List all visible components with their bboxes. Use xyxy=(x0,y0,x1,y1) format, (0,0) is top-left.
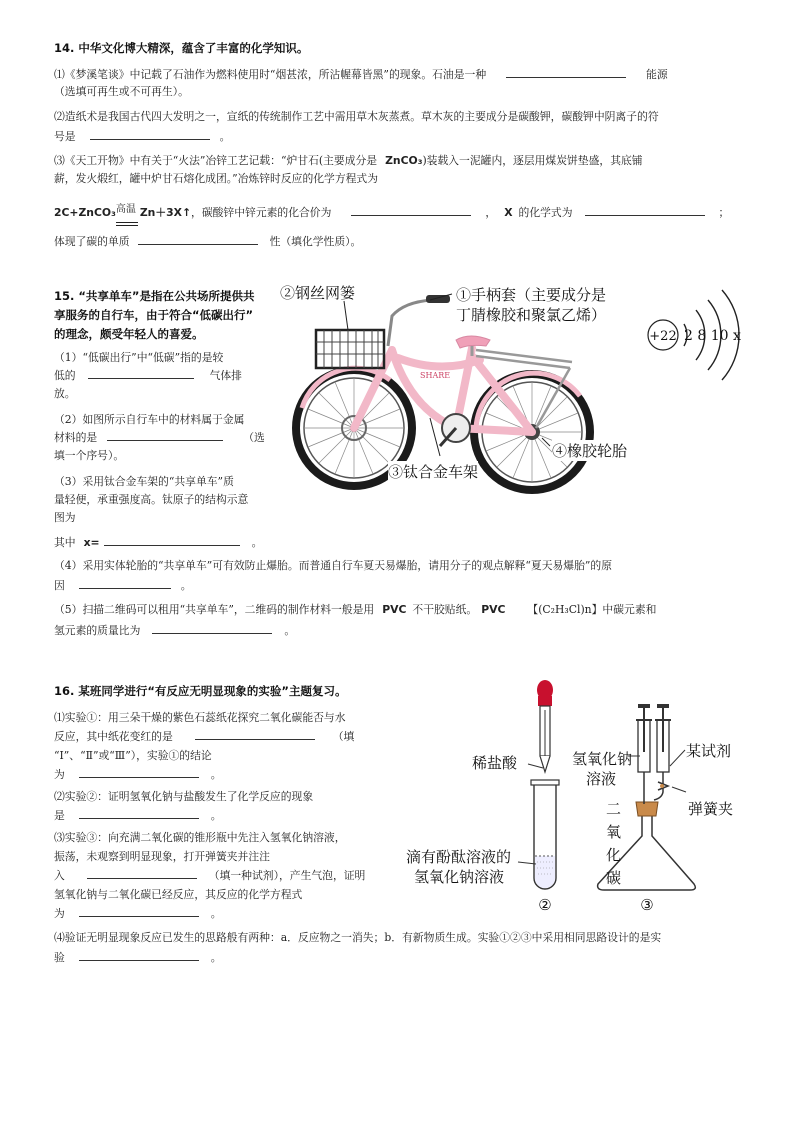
q15-s3-line2: 量轻便，承重强度高。钛原子的结构示意 xyxy=(54,493,249,506)
q14-p3i: 性（填化学性质）。 xyxy=(269,235,362,248)
q14-blank1[interactable] xyxy=(506,66,626,78)
q14-p3d: ， xyxy=(485,206,497,219)
q16-sub1 xyxy=(54,708,354,784)
label-rubber-tire: ④橡胶轮胎 xyxy=(552,442,628,460)
q14-eq-cond: 高温 xyxy=(115,204,136,215)
q15-s3-text: 其中 xyxy=(54,536,76,549)
q14-title: 14. 中华文化博大精深，蕴含了丰富的化学知识。 xyxy=(54,41,309,55)
label-phenolphthalein-line2: 氢氧化钠溶液 xyxy=(414,868,505,886)
q16-s3-text: 入 xyxy=(54,869,65,882)
q15-s1-line1: （1）“低碳出行”中“低碳”指的是较 xyxy=(54,351,224,364)
q16-s1-line1: ⑴实验①：用三朵干燥的紫色石蕊纸花探究二氧化碳能否与水 xyxy=(54,711,346,724)
q15-blank2[interactable] xyxy=(107,429,223,441)
q14-eq-right: Zn＋3X↑ xyxy=(139,206,192,219)
q16-s2-end: 。 xyxy=(210,809,222,822)
q16-s3-line2: 振荡，未观察到明显现象，打开弹簧夹并注注 xyxy=(54,850,270,863)
label-co2-2: 氧 xyxy=(606,823,622,841)
q15-s3-end: 。 xyxy=(251,536,263,549)
label-spring-clip: 弹簧夹 xyxy=(688,800,734,818)
bike-brand: SHARE xyxy=(420,371,451,380)
q16-blank2[interactable] xyxy=(79,766,199,778)
q16-blank5[interactable] xyxy=(79,905,199,917)
q15-s2-text: 材料的是 xyxy=(54,431,98,444)
q15-blank4[interactable] xyxy=(79,577,171,589)
label-dilute-hcl: 稀盐酸 xyxy=(472,754,518,772)
q14-blank4[interactable] xyxy=(585,204,705,216)
q16-sub4: ⑷验证无明显现象反应已发生的思路般有两种：a．反应物之一消失；b．有新物质生成。实验①②③中采用相同思路设计的是实 xyxy=(54,931,662,944)
q15-s1-line3: 放。 xyxy=(54,387,76,400)
q16-sub2 xyxy=(54,787,313,825)
wire-basket-icon xyxy=(316,330,384,368)
label-naoh-line1: 氢氧化钠 xyxy=(572,750,633,768)
label-co2-1: 二 xyxy=(606,800,622,818)
q15-s1-text: 低的 xyxy=(54,369,76,382)
q14-blank2[interactable] xyxy=(90,128,210,140)
q15-sub5-cont xyxy=(54,622,295,639)
q16-blank6[interactable] xyxy=(79,949,199,961)
q15-s2-text2: （选 xyxy=(243,431,265,444)
q15-s5-end: 。 xyxy=(284,624,296,637)
label-steel-basket: ②钢丝网篓 xyxy=(280,284,356,302)
q14-p1-text: ⑴《梦溪笔谈》中记载了石油作为燃料使用时“烟甚浓，所沾幄幕皆黑”的现象。石油是一种 xyxy=(54,68,487,81)
experiment-3-number: ③ xyxy=(640,896,654,914)
q16-s1-text: 反应，其中纸花变红的是 xyxy=(54,730,173,743)
q15-sub4-cont xyxy=(54,577,192,594)
q15-blank1[interactable] xyxy=(88,367,194,379)
experiment-2-number: ② xyxy=(538,896,552,914)
q14-part2-cont xyxy=(54,128,230,145)
q14-part3-end xyxy=(54,233,361,250)
q16-blank4[interactable] xyxy=(87,867,197,879)
q15-s1-text2: 气体排 xyxy=(209,369,242,382)
q14-p2-end: 。 xyxy=(219,130,231,143)
q15-sub5 xyxy=(54,602,656,618)
q15-blank3[interactable] xyxy=(104,534,240,546)
q16-s3-line1: ⑶实验③：向充满二氧化碳的锥形瓶中先注入氢氧化钠溶液， xyxy=(54,831,346,844)
q16-blank3[interactable] xyxy=(79,807,199,819)
q14-part2: ⑵造纸术是我国古代四大发明之一，宣纸的传统制作工艺中需用草木灰蒸煮。草木灰的主要成分是碳酸钾，碳酸钾中阴离子的符 xyxy=(54,110,659,123)
label-co2-vertical xyxy=(606,798,621,890)
label-phenolphthalein-line1: 滴有酚酞溶液的 xyxy=(406,848,512,866)
q14-p3c: ，碳酸锌中锌元素的化合价为 xyxy=(191,206,332,219)
q14-p3-text2: )装载入一泥罐内，逐层用煤炭饼垫盛，其底铺 xyxy=(422,154,643,167)
dropper-icon xyxy=(537,680,553,772)
q15-s5-text2: 不干胶贴纸。 xyxy=(412,603,478,616)
q16-s2-line1: ⑵实验②：证明氢氧化钠与盐酸发生了化学反应的现象 xyxy=(54,790,314,803)
q15-s5-text3: 氢元素的质量比为 xyxy=(54,624,141,637)
q15-sub4: （4）采用实体轮胎的“共享单车”可有效防止爆胎。而普通自行车夏天易爆胎，请用分子的观点解释“夏天易爆胎”的原 xyxy=(54,559,612,572)
q14-part3 xyxy=(54,153,643,169)
label-some-reagent: 某试剂 xyxy=(686,742,732,760)
q14-p3e: X xyxy=(504,206,513,219)
q14-p3-formula: ZnCO₃ xyxy=(385,154,423,167)
q14-part1 xyxy=(54,66,668,83)
q14-equation-row xyxy=(54,204,729,221)
label-co2-3: 化 xyxy=(606,846,622,864)
test-tube-icon xyxy=(531,780,559,889)
q16-s4-end: 。 xyxy=(210,951,222,964)
q16-sub4-cont xyxy=(54,949,222,966)
atom-shells: 2 8 10 x xyxy=(684,328,741,344)
q15-s5-pvc2: PVC xyxy=(481,603,506,616)
titanium-atom-diagram xyxy=(642,286,756,386)
q15-s4-text: 因 xyxy=(54,579,65,592)
q14-blank5[interactable] xyxy=(138,233,258,245)
q15-s5-text: （5）扫描二维码可以租用“共享单车”，二维码的制作材料一般是用 xyxy=(54,603,375,616)
q15-s3-line1: （3）采用钛合金车架的“共享单车”质 xyxy=(54,475,234,488)
q15-sub3 xyxy=(54,473,248,527)
q14-eq-left: 2C+ZnCO₃ xyxy=(54,206,116,219)
spring-clip-icon xyxy=(658,782,668,790)
q15-s5-formula: 【(C₂H₃Cl)n】中碳元素和 xyxy=(527,603,657,616)
q15-sub2 xyxy=(54,411,265,465)
q16-s2-text: 是 xyxy=(54,809,65,822)
q16-s3-text2: （填一种试剂），产生气泡，证明 xyxy=(208,869,366,882)
q16-s3-text3: 为 xyxy=(54,907,65,920)
label-grip-cont: 丁腈橡胶和聚氯乙烯） xyxy=(456,306,607,324)
q14-p3g: ； xyxy=(718,206,730,219)
label-co2-4: 碳 xyxy=(606,869,622,887)
q14-p3h: 体现了碳的单质 xyxy=(54,235,130,248)
q15-s2-line3: 填一个序号）。 xyxy=(54,449,125,462)
atom-nucleus: +22 xyxy=(649,329,677,344)
q15-sub1 xyxy=(54,349,242,403)
q14-p3f: 的化学式为 xyxy=(518,206,573,219)
q16-sub3 xyxy=(54,828,365,923)
q16-s3-line4: 氢氧化钠与二氧化碳已经反应，其反应的化学方程式 xyxy=(54,888,303,901)
label-grip: ①手柄套（主要成分是 xyxy=(456,286,607,304)
q16-s1-text3: 为 xyxy=(54,768,65,781)
q16-blank1[interactable] xyxy=(195,728,315,740)
q15-s4-end: 。 xyxy=(180,579,192,592)
q16-s1-line3: “Ⅰ”、“Ⅱ”或“Ⅲ”），实验①的结论 xyxy=(54,749,212,762)
q16-s1-text2: （填 xyxy=(332,730,355,743)
label-titanium-frame: ③钛合金车架 xyxy=(388,463,479,481)
q14-part3-cont: 薪，发火煅红，罐中炉甘石熔化成团。”冶炼锌时反应的化学方程式为 xyxy=(54,172,379,185)
q15-sub3-answer xyxy=(54,534,262,551)
q14-p2-text: 号是 xyxy=(54,130,76,143)
q16-title: 16. 某班同学进行“有反应无明显现象的实验”主题复习。 xyxy=(54,684,347,698)
q14-blank3[interactable] xyxy=(351,204,471,216)
q16-s4-text: 验 xyxy=(54,951,65,964)
q14-p3-text: ⑶《天工开物》中有关于“火法”冶锌工艺记载：“炉甘石(主要成分是 xyxy=(54,154,378,167)
q15-blank5[interactable] xyxy=(152,622,272,634)
q15-s3-line3: 图为 xyxy=(54,511,76,524)
q16-s3-end: 。 xyxy=(210,907,222,920)
q15-title-line3: 的理念，颇受年轻人的喜爱。 xyxy=(54,327,204,341)
q15-s2-line1: （2）如图所示自行车中的材料属于金属 xyxy=(54,413,245,426)
q15-s3-x: x= xyxy=(83,536,100,549)
q14-part1-cont: （选填可再生或不可再生）。 xyxy=(54,85,189,98)
q15-title-line2: 享服务的自行车，由于符合“低碳出行” xyxy=(54,308,254,322)
q15-title xyxy=(54,287,255,344)
q15-s5-pvc1: PVC xyxy=(382,603,407,616)
q16-s1-end: 。 xyxy=(210,768,222,781)
q14-p1-text2: 能源 xyxy=(646,68,668,81)
syringe-naoh-icon xyxy=(636,704,652,804)
q15-title-line1: 15. “共享单车”是指在公共场所提供共 xyxy=(54,289,255,303)
label-naoh-line2: 溶液 xyxy=(586,770,617,788)
